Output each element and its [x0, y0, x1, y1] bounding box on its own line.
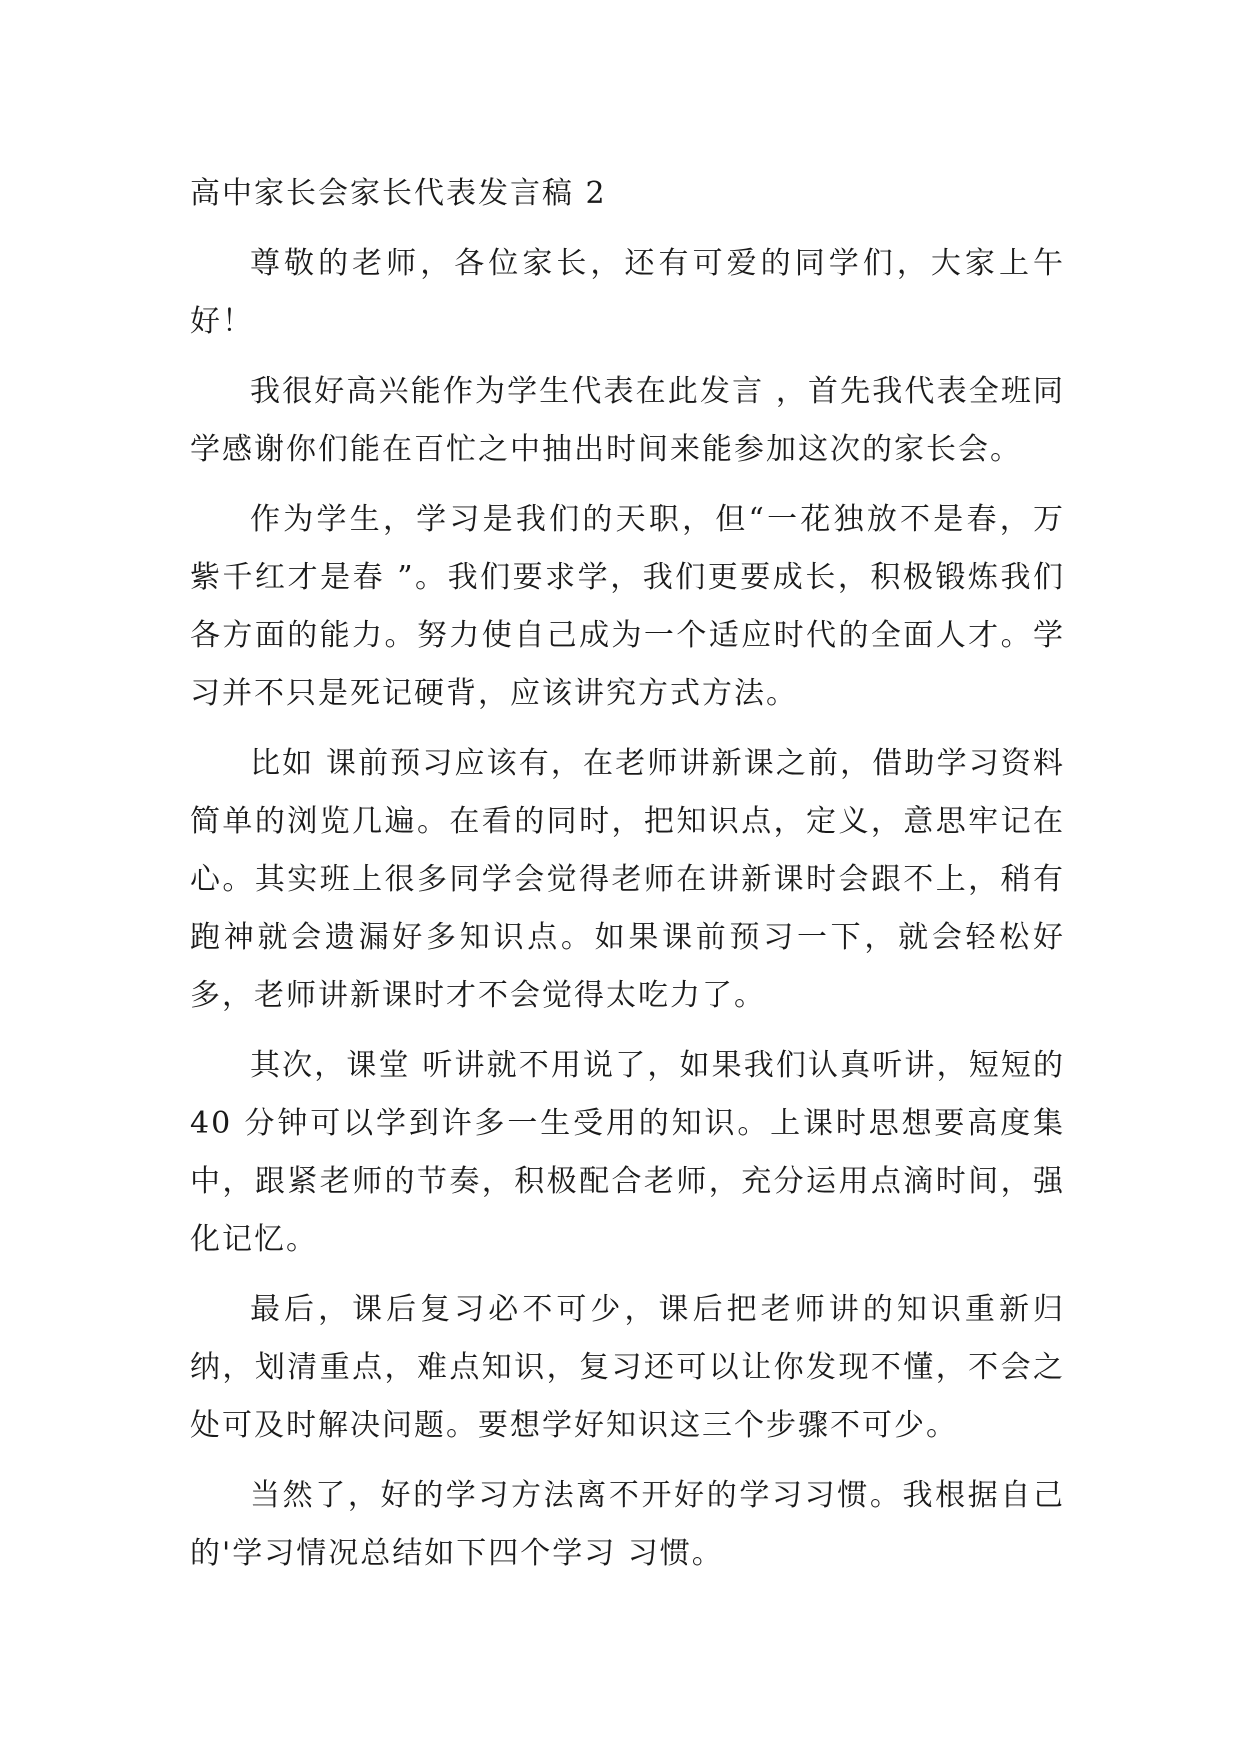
- paragraph-greeting: 尊敬的老师，各位家长，还有可爱的同学们，大家上午好！: [190, 246, 1065, 339]
- paragraph-habits: 当然了，好的学习方法离不开好的学习习惯。我根据自己的'学习情况总结如下四个学习 习惯。: [190, 1478, 1065, 1571]
- paragraph-introduction: 我很好高兴能作为学生代表在此发言 ，首先我代表全班同学感谢你们能在百忙之中抽出时间来能参加这次的家长会。: [190, 374, 1065, 467]
- document-body: [190, 165, 1065, 1595]
- paragraph-preview: 比如 课前预习应该有，在老师讲新课之前，借助学习资料简单的浏览几遍。在看的同时，把知识点，定义，意思牢记在心。其实班上很多同学会觉得老师在讲新课时会跟不上，稍有跑神就会遗漏好多知识点。如果课前预习一下，就会轻松好多，老师讲新课时才不会觉得太吃力了。: [190, 746, 1065, 1013]
- document-title: 高中家长会家长代表发言稿 2: [190, 176, 607, 211]
- paragraph-student-duty: 作为学生，学习是我们的天职，但“一花独放不是春，万紫千红才是春 ”。我们要求学，我们更要成长，积极锻炼我们各方面的能力。努力使自己成为一个适应时代的全面人才。学习并不只是死记硬背，应该讲究方式方法。: [190, 502, 1065, 711]
- paragraph-review: 最后，课后复习必不可少，课后把老师讲的知识重新归纳，划清重点，难点知识，复习还可以让你发现不懂，不会之处可及时解决问题。要想学好知识这三个步骤不可少。: [190, 1292, 1065, 1443]
- paragraph-classroom: 其次，课堂 听讲就不用说了，如果我们认真听讲，短短的 40 分钟可以学到许多一生受用的知识。上课时思想要高度集中，跟紧老师的节奏，积极配合老师，充分运用点滴时间，强化记忆。: [190, 1048, 1065, 1257]
